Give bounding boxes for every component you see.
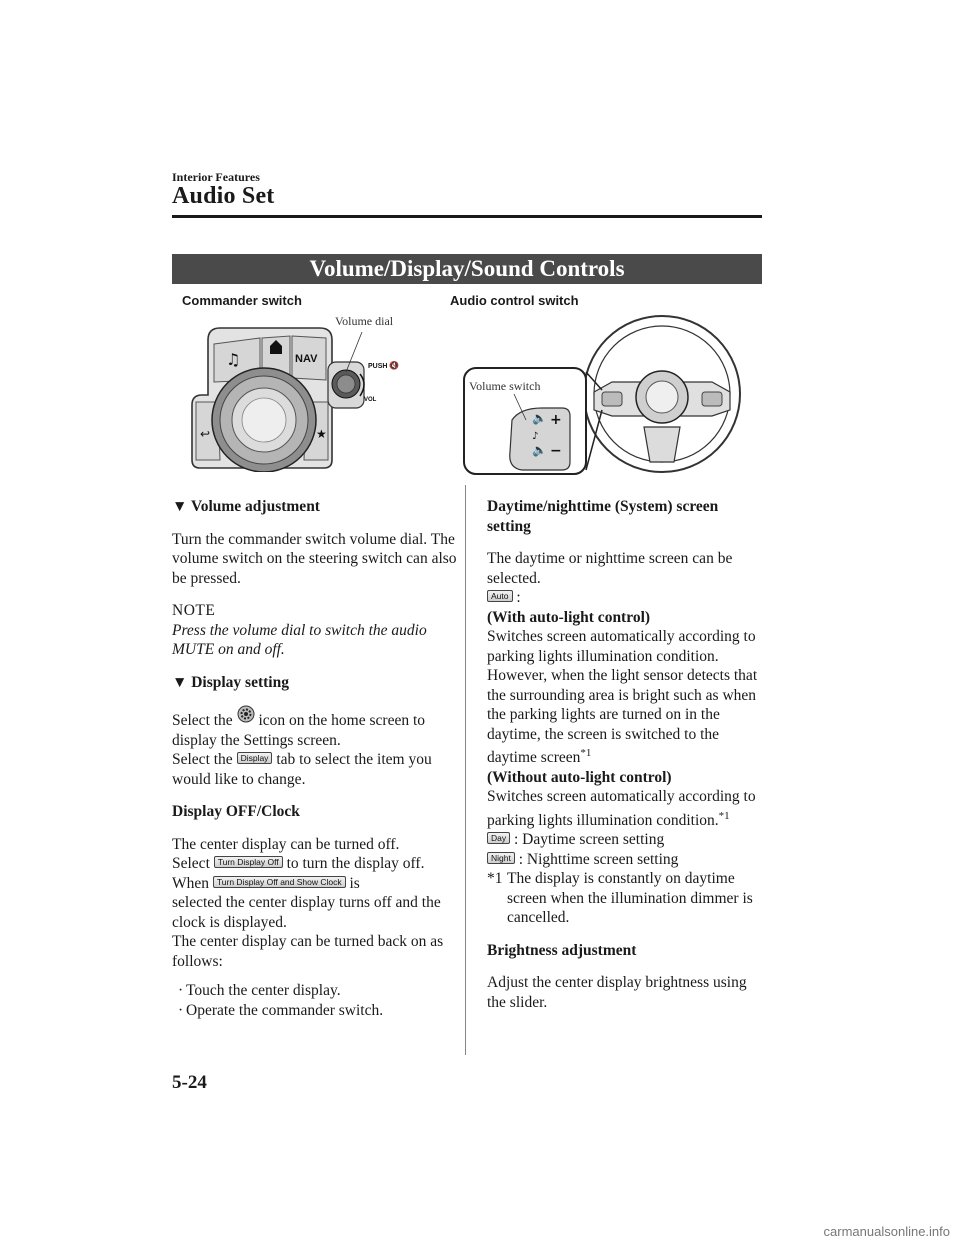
- auto-button[interactable]: Auto: [487, 590, 513, 602]
- night-option: Night : Nighttime screen setting: [487, 850, 762, 870]
- svg-text:+: +: [550, 412, 562, 428]
- volume-dial-callout: Volume dial: [335, 314, 394, 328]
- day-option: Day : Daytime screen setting: [487, 830, 762, 850]
- right-column: [487, 497, 762, 1012]
- svg-text:−: −: [550, 443, 562, 459]
- without-auto-light-text: Switches screen automatically according to parking lights illumination condition.$^{*1}$: [487, 788, 756, 829]
- svg-text:🔇: 🔇: [389, 361, 399, 370]
- volume-adjustment-text: Turn the commander switch volume dial. The volume switch on the steering switch can also be pressed.: [172, 530, 457, 587]
- page-title: Audio Set: [172, 183, 275, 209]
- svg-text:♪: ♪: [532, 431, 539, 442]
- footnote-marker: *1: [487, 870, 503, 887]
- display-off-heading: Display OFF/Clock: [172, 803, 300, 820]
- page-number: 5-24: [172, 1072, 207, 1093]
- with-auto-light-text: Switches screen automatically according to parking lights illumination condition. However, when the light sensor detects that the surrounding area is bright such as when the parking lights are turned on in the daytime, the screen is switched to the daytime screen$^{*1}$: [487, 628, 758, 766]
- display-off-text3: The center display can be turned back on as follows:: [172, 933, 444, 970]
- nav-key-label: NAV: [295, 353, 318, 365]
- display-setting-step1: Select the icon on the home screen to display the Settings screen.: [172, 705, 457, 750]
- svg-text:♫: ♫: [226, 350, 241, 369]
- daynight-text: The daytime or nighttime screen can be selected.: [487, 550, 733, 587]
- volume-switch-callout: Volume switch: [469, 379, 541, 393]
- footnote: [487, 869, 762, 928]
- footnote-text: The display is constantly on daytime screen when the illumination dimmer is cancelled.: [507, 870, 753, 926]
- auto-option: Auto :: [487, 588, 762, 608]
- audio-control-switch-label: Audio control switch: [450, 293, 579, 308]
- daynight-heading: Daytime/nighttime (System) screen setting: [487, 498, 719, 535]
- turn-display-off-show-clock-button[interactable]: Turn Display Off and Show Clock: [213, 876, 346, 888]
- svg-text:↩: ↩: [200, 427, 211, 441]
- footnote-ref: *1: [580, 747, 592, 759]
- section-label: Interior Features: [172, 170, 260, 184]
- display-setting-step2: Select the Display tab to select the item you would like to change.: [172, 751, 432, 788]
- commander-switch-illustration: [190, 310, 415, 472]
- left-column: [172, 497, 457, 1020]
- settings-gear-icon: [237, 705, 255, 723]
- volume-adjustment-heading: ▼ Volume adjustment: [172, 498, 320, 515]
- brightness-text: Adjust the center display brightness using the slider.: [487, 974, 747, 1011]
- watermark: carmanualsonline.info: [823, 1224, 950, 1239]
- note-title: NOTE: [172, 602, 216, 619]
- push-label: PUSH: [368, 363, 388, 370]
- svg-text:★: ★: [316, 427, 327, 441]
- column-divider: [465, 485, 466, 1055]
- display-off-clock-line: When Turn Display Off and Show Clock is: [172, 874, 360, 892]
- footnote-ref: *1: [718, 809, 730, 822]
- audio-control-switch-illustration: [462, 312, 747, 477]
- commander-switch-label: Commander switch: [182, 293, 302, 308]
- display-off-select: Select Turn Display Off to turn the display off.: [172, 855, 425, 872]
- turn-display-off-button[interactable]: Turn Display Off: [214, 856, 283, 868]
- display-off-clock-text: selected the center display turns off and the clock is displayed.: [172, 894, 441, 931]
- svg-text:🔈: 🔈: [532, 411, 547, 425]
- list-item: · Operate the commander switch.: [178, 1001, 384, 1019]
- day-button[interactable]: Day: [487, 832, 510, 844]
- display-setting-heading: ▼ Display setting: [172, 673, 289, 691]
- title-rule: [172, 215, 762, 218]
- svg-text:🔈: 🔈: [532, 443, 547, 457]
- display-tab-button[interactable]: Display: [237, 752, 273, 764]
- brightness-heading: Brightness adjustment: [487, 941, 637, 959]
- list-item: · Touch the center display.: [178, 982, 341, 999]
- display-off-text1: The center display can be turned off.: [172, 835, 400, 853]
- with-auto-light-heading: (With auto-light control): [487, 608, 651, 626]
- vol-label: VOL: [364, 397, 377, 403]
- section-banner: Volume/Display/Sound Controls: [172, 254, 762, 284]
- without-auto-light-heading: (Without auto-light control): [487, 768, 672, 786]
- note-text: Press the volume dial to switch the audio MUTE on and off.: [172, 621, 427, 658]
- night-button[interactable]: Night: [487, 852, 515, 864]
